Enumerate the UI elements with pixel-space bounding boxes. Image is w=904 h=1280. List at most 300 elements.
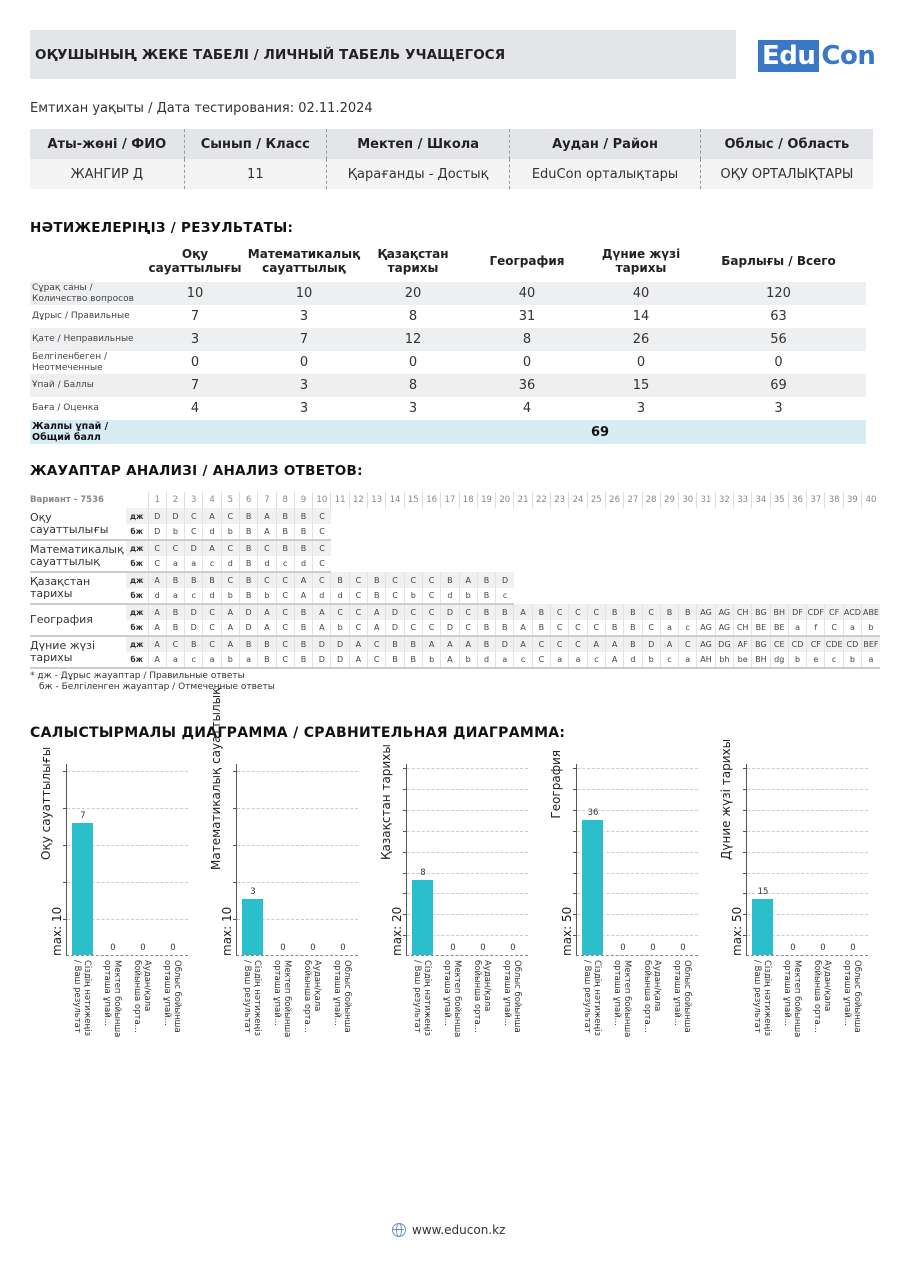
row-value: 0 (522, 355, 532, 370)
total-row (30, 420, 866, 444)
correct-answer: C (203, 604, 221, 620)
marked-answer: A (148, 620, 166, 636)
correct-answer: C (532, 636, 550, 652)
marked-answer: CH (734, 620, 752, 636)
marked-answer: C (148, 556, 166, 572)
educon-logo (758, 40, 875, 72)
marked-answer: B (276, 524, 294, 540)
marked-answer: b (166, 524, 184, 540)
results-row (30, 282, 866, 305)
question-number: 35 (770, 492, 788, 508)
results-row (30, 397, 866, 420)
row-value: 7 (145, 374, 245, 397)
header-district: Аудан / Район (510, 129, 701, 159)
marked-answer: C (422, 588, 440, 604)
marked-answer: a (788, 620, 806, 636)
correct-answer: CH (734, 604, 752, 620)
marked-answer: AG (697, 620, 715, 636)
results-row (30, 305, 866, 328)
row-value: 7 (245, 328, 363, 351)
question-number: 4 (203, 492, 221, 508)
row-value: 0 (774, 355, 783, 370)
row-value: 8 (363, 374, 463, 397)
correct-answer: CF (825, 604, 843, 620)
subject-name: География (30, 604, 126, 636)
correct-answer: D (313, 636, 331, 652)
charts-title: САЛЫСТЫРМАЛЫ ДИАГРАММА / СРАВНИТЕЛЬНАЯ ДИАГРАММА: (30, 725, 566, 741)
marked-answer: C (368, 652, 386, 668)
correct-answer: CE (770, 636, 788, 652)
marked-answer: a (166, 556, 184, 572)
chart-plot (236, 764, 358, 956)
row-value: 0 (299, 355, 309, 370)
correct-answer: C (276, 636, 294, 652)
marked-answer: B (239, 556, 257, 572)
marked-answer: D (441, 620, 459, 636)
correct-answer: AG (697, 604, 715, 620)
correct-answer: DF (788, 604, 806, 620)
question-number: 3 (185, 492, 203, 508)
row-value: 4 (522, 401, 532, 416)
correct-answer: C (203, 636, 221, 652)
row-value: 0 (408, 355, 418, 370)
legend-note (30, 671, 275, 693)
row-value: 40 (463, 282, 591, 305)
marked-answer: B (166, 620, 184, 636)
row-value: 3 (408, 401, 418, 416)
question-number: 10 (313, 492, 331, 508)
correct-answer: A (514, 636, 532, 652)
question-number: 21 (514, 492, 532, 508)
page-header (30, 30, 736, 79)
correct-answer: B (258, 636, 276, 652)
header-region: Облыс / Область (700, 129, 873, 159)
chart-xlabel: Сіздің нәтижеңіз / Ваш результат (582, 960, 602, 1037)
bar-value: 0 (680, 943, 686, 953)
correct-answer: D (185, 604, 203, 620)
question-number: 17 (441, 492, 459, 508)
answer-analysis-table (30, 492, 880, 669)
row-value: 4 (190, 401, 200, 416)
correct-answer: DG (715, 636, 733, 652)
correct-answer: CDE (825, 636, 843, 652)
row-value: 15 (591, 374, 691, 397)
marked-answer: b (459, 652, 477, 668)
correct-answer: B (294, 508, 312, 524)
correct-answer: A (587, 636, 605, 652)
marked-answer: a (239, 652, 257, 668)
marked-answer: b (862, 620, 880, 636)
marked-answer: A (605, 652, 623, 668)
marked-answer: a (166, 588, 184, 604)
col-kz-history: Қазақстан тарихы (377, 247, 449, 275)
correct-answer: A (221, 604, 239, 620)
marked-answer: C (349, 620, 367, 636)
marked-answer: A (514, 620, 532, 636)
correct-answer: BG (752, 604, 770, 620)
question-number: 12 (349, 492, 367, 508)
correct-answer: C (166, 636, 184, 652)
chart-xlabel: Аудан/қала бойынша орта... (642, 960, 662, 1033)
marked-answer: d (203, 524, 221, 540)
question-number: 38 (825, 492, 843, 508)
chart-xlabel: Сіздің нәтижеңіз / Ваш результат (242, 960, 262, 1037)
bar-value: 0 (340, 943, 346, 953)
chart-xlabel: Сіздің нәтижеңіз / Ваш результат (412, 960, 432, 1037)
globe-icon (392, 1223, 406, 1237)
marked-answer: B (532, 620, 550, 636)
marked-answer: B (239, 588, 257, 604)
marked-answer: C (459, 620, 477, 636)
question-number: 25 (587, 492, 605, 508)
marked-answer: d (624, 652, 642, 668)
tag-marked: бж (126, 588, 148, 604)
correct-answer: B (660, 604, 678, 620)
tag-marked: бж (126, 524, 148, 540)
correct-answer: A (148, 604, 166, 620)
header-class: Сынып / Класс (184, 129, 326, 159)
row-value: 3 (299, 309, 309, 324)
row-value: 56 (691, 328, 866, 351)
marked-answer: d (258, 556, 276, 572)
marked-answer: C (313, 556, 331, 572)
correct-answer: D (441, 604, 459, 620)
subject-name: Қазақстан тарихы (30, 572, 126, 604)
marked-answer: a (843, 620, 861, 636)
correct-answer: B (294, 604, 312, 620)
col-math: Математикалық сауаттылық (247, 247, 361, 275)
row-value: 3 (299, 401, 309, 416)
chart-plot (66, 764, 188, 956)
student-info-table (30, 129, 873, 189)
marked-answer: D (313, 652, 331, 668)
correct-answer: C (349, 572, 367, 588)
bar-value: 0 (450, 943, 456, 953)
chart-xlabel: Аудан/қала бойынша орта... (472, 960, 492, 1033)
bar-value: 0 (140, 943, 146, 953)
marked-answer: B (605, 620, 623, 636)
marked-answer: d (331, 588, 349, 604)
marked-answer: b (422, 652, 440, 668)
correct-answer: A (148, 572, 166, 588)
chart-xlabel: Мектеп бойынша орташа ұпай... (272, 960, 292, 1038)
correct-answer: D (239, 604, 257, 620)
note-correct: * дж - Дұрыс жауаптар / Правильные ответы (30, 671, 245, 681)
subject-name: Дүние жүзі тарихы (30, 636, 126, 668)
marked-answer: c (679, 620, 697, 636)
chart-ylabel: Оқу сауаттылығы (39, 746, 53, 860)
bar-value: 0 (310, 943, 316, 953)
marked-answer: a (862, 652, 880, 668)
correct-answer: C (349, 604, 367, 620)
question-number: 30 (679, 492, 697, 508)
marked-answer: C (203, 620, 221, 636)
chart-0 (30, 746, 190, 1050)
tag-correct: дж (126, 572, 148, 588)
bar-value: 15 (757, 886, 769, 897)
chart-xlabel: Сіздің нәтижеңіз / Ваш результат (72, 960, 92, 1037)
correct-answer: BG (752, 636, 770, 652)
marked-answer: A (258, 620, 276, 636)
row-value: 10 (245, 282, 363, 305)
correct-answer: C (459, 604, 477, 620)
marked-answer: C (422, 620, 440, 636)
marked-answer: b (642, 652, 660, 668)
correct-answer: B (239, 636, 257, 652)
marked-answer: AG (715, 620, 733, 636)
correct-answer: A (459, 636, 477, 652)
correct-answer: D (166, 508, 184, 524)
marked-answer: B (258, 652, 276, 668)
correct-answer: A (660, 636, 678, 652)
question-number: 27 (624, 492, 642, 508)
correct-answer: A (422, 636, 440, 652)
marked-answer: b (221, 588, 239, 604)
tag-marked: бж (126, 652, 148, 668)
results-title: НӘТИЖЕЛЕРІҢІЗ / РЕЗУЛЬТАТЫ: (30, 220, 294, 236)
chart-ylabel: Математикалық сауаттылық (209, 687, 223, 870)
results-row (30, 374, 866, 397)
marked-answer: AH (697, 652, 715, 668)
row-value: 40 (591, 282, 691, 305)
marked-answer: B (368, 588, 386, 604)
correct-answer: B (294, 636, 312, 652)
marked-answer: c (185, 652, 203, 668)
marked-answer: a (166, 652, 184, 668)
question-number: 9 (294, 492, 312, 508)
correct-answer: B (276, 508, 294, 524)
correct-answer: C (221, 572, 239, 588)
marked-answer: a (203, 652, 221, 668)
chart-max-label: max: 50 (560, 906, 574, 956)
tag-marked: бж (126, 620, 148, 636)
correct-answer: B (294, 540, 312, 556)
marked-answer: C (532, 652, 550, 668)
bar-value: 0 (110, 943, 116, 953)
marked-answer: A (368, 620, 386, 636)
question-number: 5 (221, 492, 239, 508)
correct-answer: C (258, 540, 276, 556)
correct-answer: A (258, 604, 276, 620)
row-label: Сұрақ саны / Количество вопросов (30, 282, 145, 305)
correct-answer: C (679, 636, 697, 652)
marked-answer: D (148, 524, 166, 540)
question-number: 18 (459, 492, 477, 508)
tag-correct: дж (126, 604, 148, 620)
correct-answer: CDF (807, 604, 825, 620)
chart-xlabel: Облыс бойынша орташа ұпай... (332, 960, 352, 1033)
bar-value: 0 (510, 943, 516, 953)
correct-answer: D (386, 604, 404, 620)
question-number: 16 (422, 492, 440, 508)
student-school: Қарағанды - Достық (327, 159, 510, 189)
correct-answer: C (148, 540, 166, 556)
bar-value: 0 (650, 943, 656, 953)
header-school: Мектеп / Школа (327, 129, 510, 159)
marked-answer: c (514, 652, 532, 668)
question-number: 36 (788, 492, 806, 508)
question-number: 31 (697, 492, 715, 508)
correct-answer: C (422, 572, 440, 588)
correct-answer: C (276, 572, 294, 588)
marked-answer: C (276, 620, 294, 636)
marked-answer: c (203, 556, 221, 572)
marked-answer: B (404, 652, 422, 668)
marked-answer: A (294, 588, 312, 604)
student-class: 11 (184, 159, 326, 189)
marked-answer: BE (752, 620, 770, 636)
marked-answer: d (477, 652, 495, 668)
correct-answer: BEF (862, 636, 880, 652)
marked-answer: d (148, 588, 166, 604)
website-link[interactable]: www.educon.kz (412, 1223, 506, 1237)
row-value: 3 (145, 328, 245, 351)
marked-answer: b (221, 652, 239, 668)
tag-marked: бж (126, 556, 148, 572)
marked-answer: A (258, 524, 276, 540)
row-value: 3 (636, 401, 646, 416)
correct-answer: B (624, 636, 642, 652)
correct-answer: D (185, 540, 203, 556)
col-world-history: Дүние жүзі тарихы (601, 247, 681, 275)
marked-answer: B (239, 524, 257, 540)
correct-answer: B (404, 636, 422, 652)
correct-answer: A (459, 572, 477, 588)
correct-answer: C (386, 572, 404, 588)
question-number: 14 (386, 492, 404, 508)
row-value: 10 (145, 282, 245, 305)
marked-answer: B (294, 524, 312, 540)
row-value: 14 (632, 309, 650, 324)
marked-answer: B (496, 620, 514, 636)
marked-answer: C (587, 620, 605, 636)
marked-answer: d (203, 588, 221, 604)
correct-answer: D (148, 508, 166, 524)
question-number: 8 (276, 492, 294, 508)
marked-answer: B (624, 620, 642, 636)
marked-answer: a (496, 652, 514, 668)
bar-value: 7 (80, 811, 86, 822)
analysis-title: ЖАУАПТАР АНАЛИЗІ / АНАЛИЗ ОТВЕТОВ: (30, 463, 363, 479)
correct-answer: AF (734, 636, 752, 652)
marked-answer: a (551, 652, 569, 668)
marked-answer: C (313, 524, 331, 540)
question-number: 24 (569, 492, 587, 508)
header-name: Аты-жөні / ФИО (30, 129, 184, 159)
question-number: 33 (734, 492, 752, 508)
marked-answer: C (185, 524, 203, 540)
correct-answer: C (313, 572, 331, 588)
chart-xlabel: Облыс бойынша орташа ұпай... (502, 960, 522, 1033)
marked-answer: b (404, 588, 422, 604)
marked-answer: C (569, 620, 587, 636)
marked-answer: D (185, 620, 203, 636)
correct-answer: B (477, 604, 495, 620)
correct-answer: D (331, 636, 349, 652)
logo-con: Con (821, 41, 876, 71)
marked-answer: C (386, 588, 404, 604)
marked-answer: c (587, 652, 605, 668)
col-total: Барлығы / Всего (721, 254, 836, 268)
row-value: 0 (190, 355, 200, 370)
tag-correct: дж (126, 636, 148, 652)
question-number: 29 (660, 492, 678, 508)
correct-answer: C (569, 636, 587, 652)
correct-answer: C (258, 572, 276, 588)
chart-plot (746, 764, 868, 956)
tag-correct: дж (126, 540, 148, 556)
tag-correct: дж (126, 508, 148, 524)
marked-answer: C (551, 620, 569, 636)
question-number: 13 (368, 492, 386, 508)
marked-answer: BH (752, 652, 770, 668)
row-label: Қате / Неправильные (30, 328, 145, 351)
row-value: 3 (774, 401, 783, 416)
chart-xlabel: Мектеп бойынша орташа ұпай... (442, 960, 462, 1038)
results-row (30, 351, 866, 374)
marked-answer: d (294, 556, 312, 572)
correct-answer: B (203, 572, 221, 588)
row-value: 120 (691, 282, 866, 305)
question-number: 7 (258, 492, 276, 508)
row-value: 8 (463, 328, 591, 351)
footer (392, 1223, 505, 1237)
question-number: 11 (331, 492, 349, 508)
variant-label: Вариант - 7536 (30, 495, 104, 505)
correct-answer: C (551, 604, 569, 620)
row-label: Белгіленбеген / Неотмеченные (32, 351, 107, 373)
question-number: 22 (532, 492, 550, 508)
row-label: Дұрыс / Правильные (32, 311, 130, 321)
marked-answer: c (496, 588, 514, 604)
chart-bar (412, 880, 433, 955)
student-name: ЖАНГИР Д (30, 159, 184, 189)
marked-answer: f (807, 620, 825, 636)
correct-answer: A (203, 540, 221, 556)
correct-answer: B (239, 540, 257, 556)
question-number: 23 (551, 492, 569, 508)
marked-answer: B (386, 652, 404, 668)
correct-answer: D (496, 572, 514, 588)
row-value: 0 (636, 355, 646, 370)
marked-answer: e (807, 652, 825, 668)
marked-answer: A (441, 652, 459, 668)
marked-answer: C (404, 620, 422, 636)
correct-answer: B (477, 572, 495, 588)
total-value: 69 (591, 420, 691, 444)
correct-answer: A (203, 508, 221, 524)
chart-ylabel: Қазақстан тарихы (379, 744, 393, 860)
bar-value: 0 (280, 943, 286, 953)
correct-answer: B (166, 604, 184, 620)
marked-answer: B (477, 620, 495, 636)
bar-value: 0 (820, 943, 826, 953)
chart-1 (200, 687, 360, 1050)
correct-answer: B (624, 604, 642, 620)
chart-bar (752, 899, 773, 955)
correct-answer: ABE (862, 604, 880, 620)
correct-answer: B (605, 604, 623, 620)
results-row (30, 328, 866, 351)
subject-name: Математикалық сауаттылық (30, 540, 126, 572)
correct-answer: C (368, 636, 386, 652)
correct-answer: A (148, 636, 166, 652)
question-number: 39 (843, 492, 861, 508)
marked-answer: D (386, 620, 404, 636)
correct-answer: B (276, 540, 294, 556)
row-value: 12 (363, 328, 463, 351)
correct-answer: C (587, 604, 605, 620)
